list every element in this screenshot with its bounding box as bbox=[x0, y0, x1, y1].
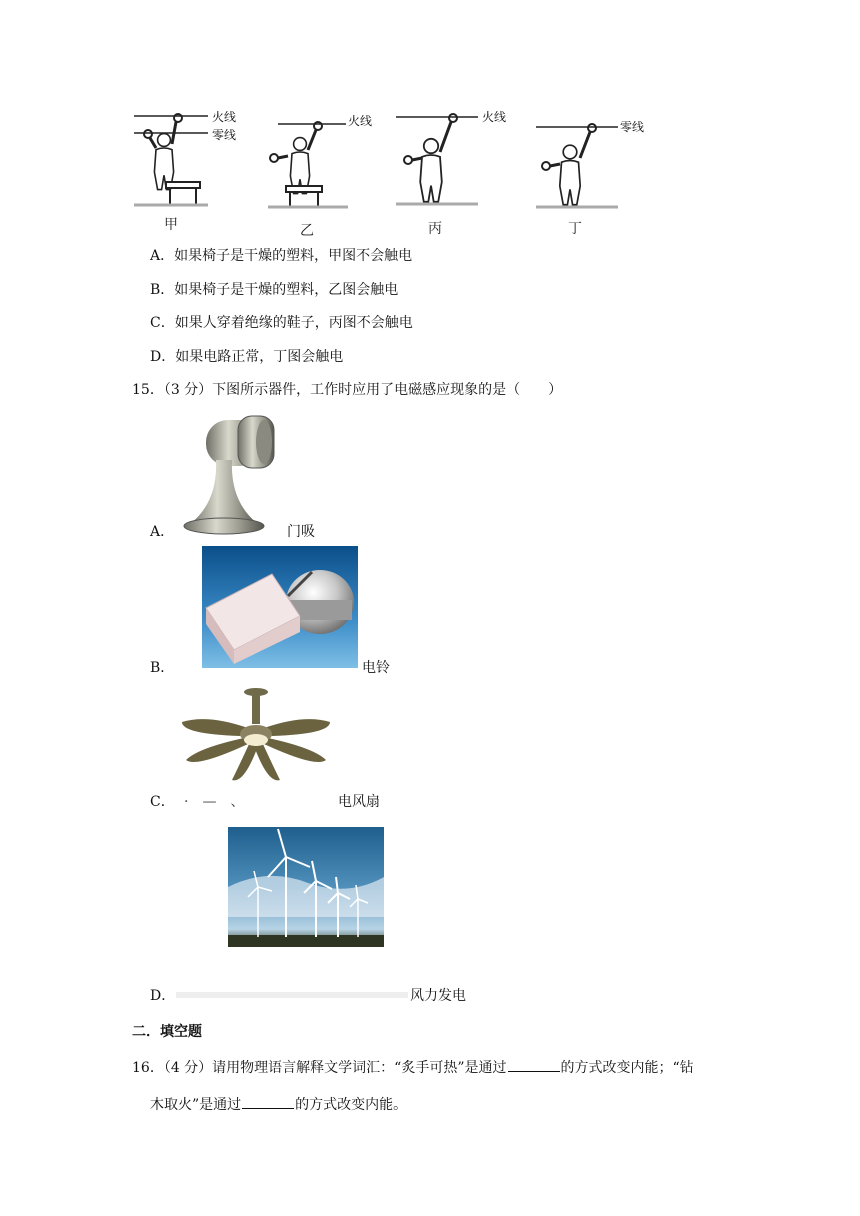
q14-option-d: D．如果电路正常，丁图会触电 bbox=[150, 349, 344, 365]
panel-yi bbox=[268, 122, 348, 207]
q16-text-part1: 16．（4 分）请用物理语言解释文学词汇：“炙手可热”是通过 bbox=[132, 1060, 507, 1076]
q14-option-a: A．如果椅子是干燥的塑料，甲图不会触电 bbox=[150, 248, 413, 264]
q15-stem: 15．（3 分）下图所示器件，工作时应用了电磁感应现象的是（ ） bbox=[132, 382, 563, 398]
q16-blank-2[interactable] bbox=[242, 1094, 294, 1109]
door-stopper-photo bbox=[178, 412, 284, 538]
q16-text-part4: 的方式改变内能。 bbox=[295, 1097, 408, 1113]
caption-jia: 甲 bbox=[164, 217, 178, 233]
q14-option-c: C．如果人穿着绝缘的鞋子，丙图不会触电 bbox=[150, 315, 413, 331]
panel-jia bbox=[134, 114, 208, 205]
caption-bing: 丙 bbox=[428, 221, 442, 237]
q15-option-c-stray-marks: · — 、 bbox=[184, 794, 245, 810]
q14-option-b: B．如果椅子是干燥的塑料，乙图会触电 bbox=[150, 282, 399, 298]
q16-blank-1[interactable] bbox=[508, 1057, 560, 1072]
q15-option-a-letter: A． bbox=[150, 524, 175, 540]
q16-line1 bbox=[132, 1057, 694, 1078]
q16-line2 bbox=[150, 1094, 407, 1115]
figure-q14 bbox=[128, 100, 658, 240]
panel-ding bbox=[536, 124, 618, 207]
wire-label-bing-live: 火线 bbox=[482, 110, 507, 124]
ceiling-fan-photo bbox=[178, 684, 334, 788]
wire-label-jia-neutral: 零线 bbox=[212, 128, 237, 142]
q15-option-b-label: 电铃 bbox=[362, 660, 390, 676]
wind-turbines-photo bbox=[228, 827, 384, 947]
q15-option-d-letter: D． bbox=[150, 988, 176, 1004]
q15-option-d-label: 风力发电 bbox=[410, 988, 466, 1004]
q15-option-a-label: 门吸 bbox=[287, 524, 315, 540]
wire-label-yi-live: 火线 bbox=[348, 114, 373, 128]
q15-option-c-letter: C． bbox=[150, 794, 175, 810]
q15-option-b-letter: B． bbox=[150, 660, 175, 676]
wire-label-jia-live: 火线 bbox=[212, 110, 237, 124]
electric-bell-photo bbox=[202, 546, 358, 668]
caption-yi: 乙 bbox=[300, 223, 314, 239]
panel-bing bbox=[396, 114, 478, 204]
section-title-fill-in: 二．填空题 bbox=[132, 1024, 202, 1040]
wind-turbines-photo-shadow bbox=[176, 992, 408, 998]
q16-text-part3: 木取火”是通过 bbox=[150, 1097, 242, 1113]
q16-text-part2: 的方式改变内能；“钻 bbox=[560, 1060, 694, 1076]
caption-ding: 丁 bbox=[568, 221, 582, 237]
wire-label-ding-neutral: 零线 bbox=[620, 120, 645, 134]
q15-option-c-label: 电风扇 bbox=[338, 794, 380, 810]
